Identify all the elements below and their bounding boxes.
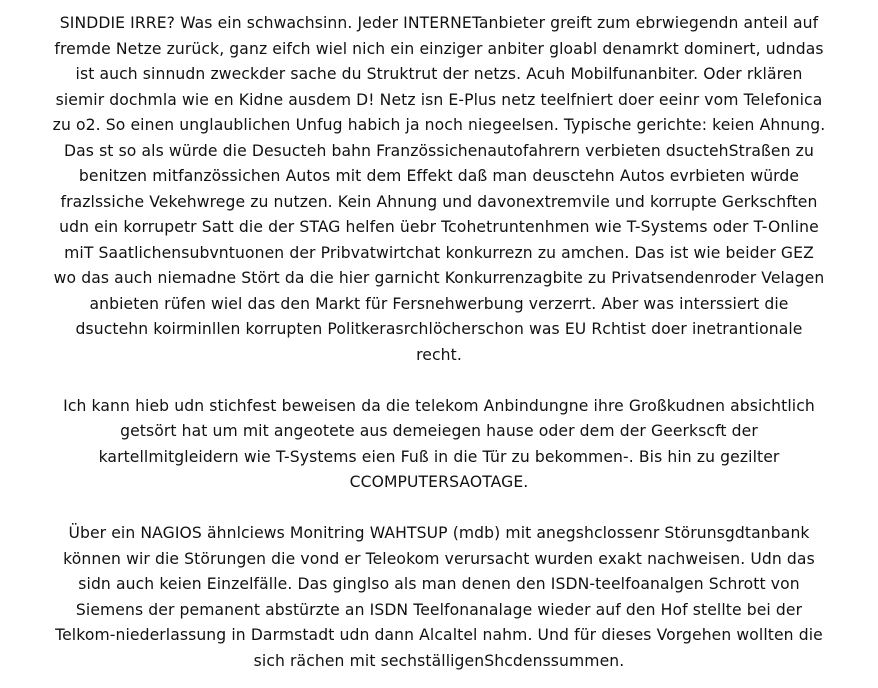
text-line: miT Saatlichensubvntuonen der Pribvatwirtchat konkurrezn zu amchen. Das ist wie beider GEZ: [64, 243, 814, 262]
text-line: Das st so als würde die Desucteh bahn Französsichenautofahrern verbieten dsuctehStraßen zu: [64, 141, 814, 160]
text-line: kartellmitgleidern wie T-Systems eien Fuß in die Tür zu bekommen-. Bis hin zu gezilter: [98, 447, 780, 466]
text-line: Siemens der pemanent abstürzte an ISDN Teelfonanalage wieder auf den Hof stellte bei der: [75, 600, 803, 619]
text-line: getsört hat um mit angeotete aus demeiegen hause oder dem der Geerkscft der: [120, 422, 758, 440]
text-line: sidn auch keien Einzelfälle. Das ginglso als man denen den ISDN-teelfoanalgen Schrott von: [78, 575, 800, 593]
text-line: recht.: [416, 345, 462, 364]
text-line: Ich kann hieb udn stichfest beweisen da die telekom Anbindungne ihre Großkudnen absichtlich: [63, 396, 815, 415]
text-line: zu o2. So einen unglaublichen Unfug habich ja noch niegeelsen. Typische gerichte: keien Ahnung.: [52, 116, 826, 134]
text-line: wo das auch niemadne Stört da die hier garnicht Konkurrenzagbite zu Privatsendenroder Velagen: [53, 269, 825, 287]
text-line: sich rächen mit sechställigenShcdenssummen.: [253, 651, 625, 670]
text-line: frazlssiche Vekehwrege zu nutzen. Kein Ahnung und davonextremvile und korrupte Gerkschften: [60, 192, 818, 211]
text-line: siemir dochmla wie en Kidne ausdem D! Netz isn E-Plus netz teelfniert doer eeinr vom Telefonica: [55, 90, 823, 109]
paragraph-3: [8, 521, 870, 674]
text-line: Über ein NAGIOS ähnlciews Monitring WAHTSUP (mdb) mit anegshclossenr Störunsgdtanbank: [68, 524, 810, 542]
text-line: dsuctehn koirminllen korrupten Politkerasrchlöcherschon was EU Rchtist doer inetrantionale: [75, 320, 803, 338]
paragraph-1: [8, 11, 870, 368]
text-line: udn ein korrupetr Satt die der STAG helfen üebr Tcohetruntenhmen wie T-Systems oder T-Online: [59, 218, 819, 236]
paragraph-2: [8, 394, 870, 496]
text-line: ist auch sinnudn zweckder sache du Struktrut der netzs. Acuh Mobilfunanbiter. Oder rklären: [75, 65, 803, 83]
text-line: benitzen mitfanzössichen Autos mit dem Effekt daß man deusctehn Autos evrbieten würde: [78, 167, 800, 185]
text-line: SINDDIE IRRE? Was ein schwachsinn. Jeder INTERNETanbieter greift zum ebrwiegendn anteil auf: [59, 14, 819, 32]
text-line: fremde Netze zurück, ganz eifch wiel nich ein einziger anbiter gloabl denamrkt dominert, udndas: [54, 39, 824, 58]
text-line: können wir die Störungen die vond er Teleokom verursacht wurden exakt nachweisen. Udn das: [63, 549, 815, 568]
text-line: Telkom-niederlassung in Darmstadt udn dann Alcaltel nahm. Und für dieses Vorgehen wollten die: [55, 626, 823, 644]
text-line: CCOMPUTERSAOTAGE.: [349, 473, 529, 491]
text-line: anbieten rüfen wiel das den Markt für Fersnehwerbung verzerrt. Aber was interssiert die: [89, 294, 789, 313]
